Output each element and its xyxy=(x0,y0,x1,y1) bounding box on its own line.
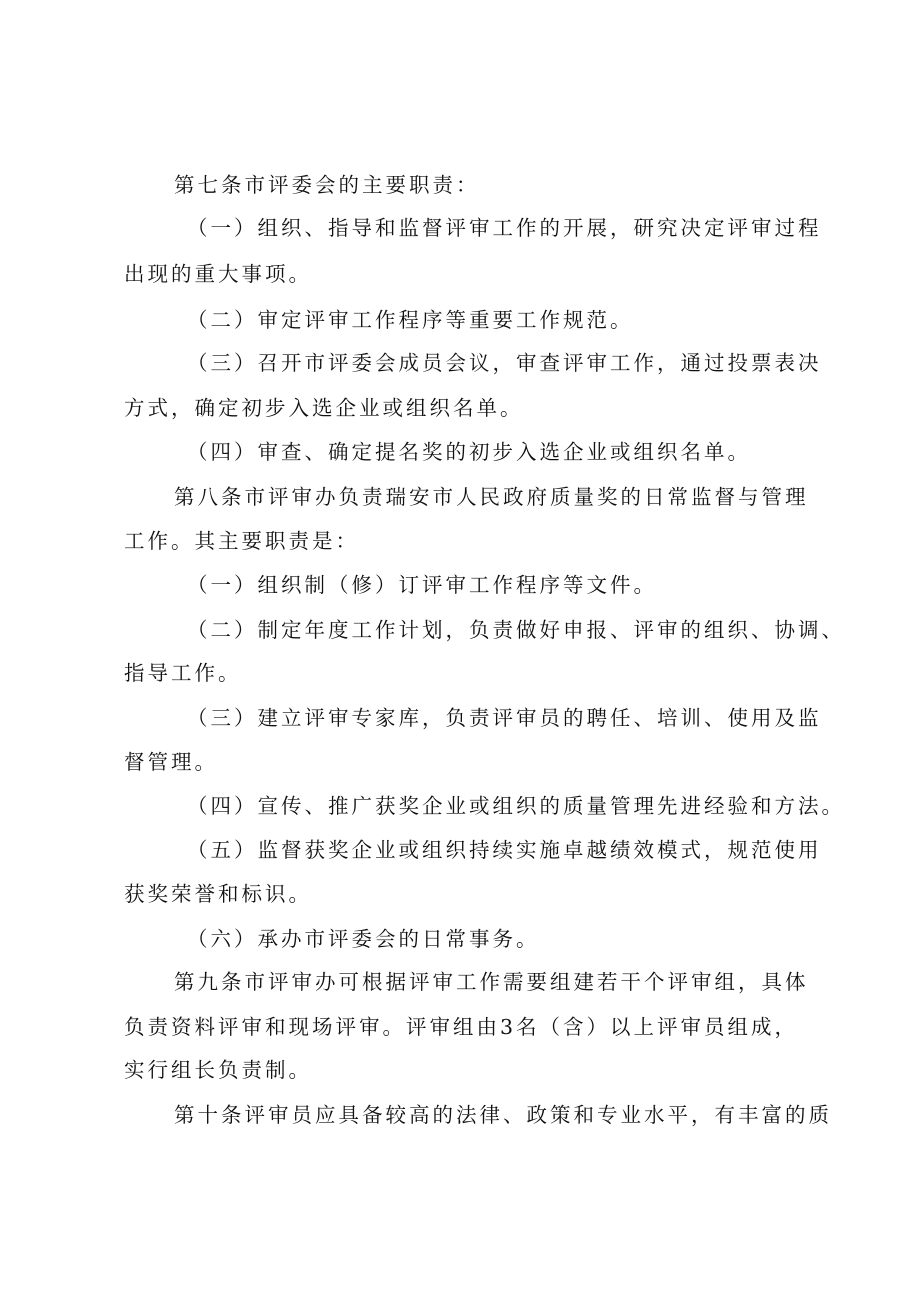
article-7-heading: 第七条市评委会的主要职责： xyxy=(174,173,480,197)
article-8-item-1: （一）组织制（修）订评审工作程序等文件。 xyxy=(187,573,657,597)
article-7-item-4: （四）审查、确定提名奖的初步入选企业或组织名单。 xyxy=(187,440,751,464)
article-7-item-3-cont: 方式，确定初步入选企业或组织名单。 xyxy=(124,396,524,420)
article-7-item-1: （一）组织、指导和监督评审工作的开展，研究决定评审过程 xyxy=(187,216,822,240)
article-8-item-5: （五）监督获奖企业或组织持续实施卓越绩效模式，规范使用 xyxy=(187,838,822,862)
article-8-item-3: （三）建立评审专家库，负责评审员的聘任、培训、使用及监 xyxy=(187,706,822,730)
article-8-heading-cont: 工作。其主要职责是： xyxy=(124,529,359,553)
article-8-heading: 第八条市评审办负责瑞安市人民政府质量奖的日常监督与管理 xyxy=(174,485,809,509)
article-8-item-3-cont: 督管理。 xyxy=(124,750,218,774)
article-7-item-1-cont: 出现的重大事项。 xyxy=(124,262,312,286)
article-9-heading: 第九条市评审办可根据评审工作需要组建若干个评审组，具体 xyxy=(174,970,809,994)
article-7-item-2: （二）审定评审工作程序等重要工作规范。 xyxy=(187,308,634,332)
article-8-item-2: （二）制定年度工作计划，负责做好申报、评审的组织、协调、 xyxy=(187,618,845,642)
article-8-item-6: （六）承办市评委会的日常事务。 xyxy=(187,927,540,951)
article-9-heading-cont-2: 实行组长负责制。 xyxy=(124,1058,312,1082)
article-8-item-2-cont: 指导工作。 xyxy=(124,661,242,685)
article-9-heading-cont-1: 负责资料评审和现场评审。评审组由3名（含）以上评审员组成， xyxy=(124,1015,799,1039)
article-10-heading: 第十条评审员应具备较高的法律、政策和专业水平，有丰富的质 xyxy=(174,1103,832,1127)
article-8-item-5-cont: 获奖荣誉和标识。 xyxy=(124,882,312,906)
article-7-item-3: （三）召开市评委会成员会议，审查评审工作，通过投票表决 xyxy=(187,351,822,375)
article-8-item-4: （四）宣传、推广获奖企业或组织的质量管理先进经验和方法。 xyxy=(187,794,845,818)
